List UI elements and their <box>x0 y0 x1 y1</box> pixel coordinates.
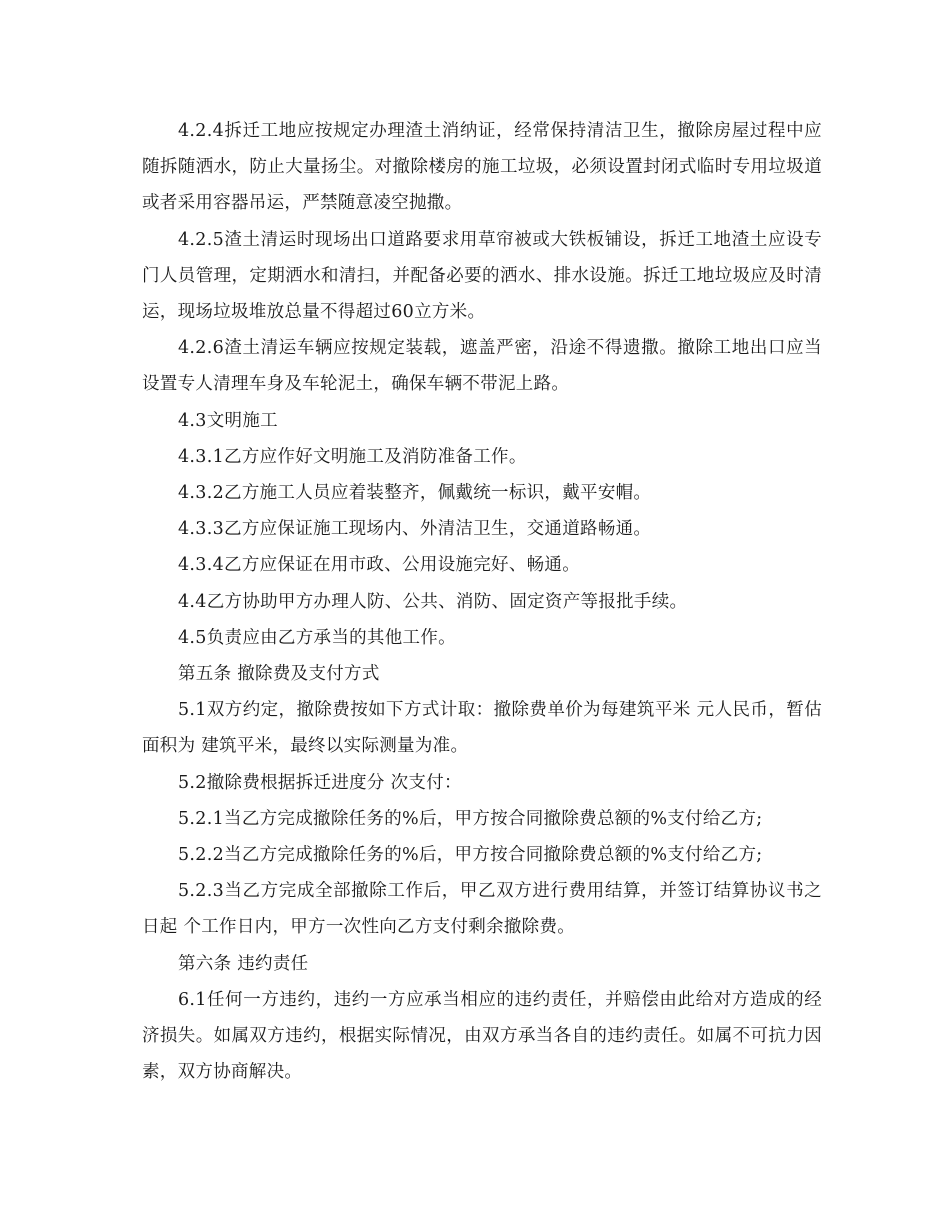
paragraph-5-2-2: 5.2.2当乙方完成撤除任务的%后，甲方按合同撤除费总额的%支付给乙方; <box>178 845 763 866</box>
document-body <box>142 113 822 1090</box>
paragraph-4-5: 4.5负责应由乙方承当的其他工作。 <box>178 627 456 648</box>
paragraph-4-2-6: 4.2.6渣土清运车辆应按规定装载，遮盖严密，沿途不得遗撒。撤除工地出口应当设置专人清理车身及车轮泥土，确保车辆不带泥上路。 <box>142 338 822 395</box>
paragraph-4-3-2: 4.3.2乙方施工人员应着装整齐，佩戴统一标识，戴平安帽。 <box>178 483 652 504</box>
paragraph-4-4: 4.4乙方协助甲方办理人防、公共、消防、固定资产等报批手续。 <box>178 591 688 612</box>
paragraph-4-2-5: 4.2.5渣土清运时现场出口道路要求用草帘被或大铁板铺设，拆迁工地渣土应设专门人员管理，定期洒水和清扫，并配备必要的洒水、排水设施。拆迁工地垃圾应及时清运，现场垃圾堆放总量不得超过60立方米。 <box>142 229 822 323</box>
paragraph-5-2: 5.2撤除费根据拆迁进度分 次支付： <box>178 772 462 793</box>
paragraph-4-3-4: 4.3.4乙方应保证在用市政、公用设施完好、畅通。 <box>178 555 581 576</box>
paragraph-5-1: 5.1双方约定，撤除费按如下方式计取：撤除费单价为每建筑平米 元人民币，暂估面积为 建筑平米，最终以实际测量为准。 <box>142 700 822 757</box>
paragraph-5-2-3: 5.2.3当乙方完成全部撤除工作后，甲乙双方进行费用结算，并签订结算协议书之日起 个工作日内，甲方一次性向乙方支付剩余撤除费。 <box>142 881 822 938</box>
article-five-heading: 第五条 撤除费及支付方式 <box>178 664 380 685</box>
section-heading-4-3: 4.3文明施工 <box>178 410 278 431</box>
paragraph-6-1: 6.1任何一方违约，违约一方应承当相应的违约责任，并赔偿由此给对方造成的经济损失。如属双方违约，根据实际情况，由双方承当各自的违约责任。如属不可抗力因素，双方协商解决。 <box>142 989 822 1083</box>
paragraph-4-2-4: 4.2.4拆迁工地应按规定办理渣土消纳证，经常保持清洁卫生，撤除房屋过程中应随拆随洒水，防止大量扬尘。对撤除楼房的施工垃圾，必须设置封闭式临时专用垃圾道或者采用容器吊运，严禁随意凌空抛撒。 <box>142 121 822 214</box>
paragraph-4-3-3: 4.3.3乙方应保证施工现场内、外清洁卫生，交通道路畅通。 <box>178 519 652 540</box>
article-six-heading: 第六条 违约责任 <box>178 953 309 974</box>
paragraph-5-2-1: 5.2.1当乙方完成撤除任务的%后，甲方按合同撤除费总额的%支付给乙方; <box>178 808 763 829</box>
paragraph-4-3-1: 4.3.1乙方应作好文明施工及消防准备工作。 <box>178 446 527 467</box>
